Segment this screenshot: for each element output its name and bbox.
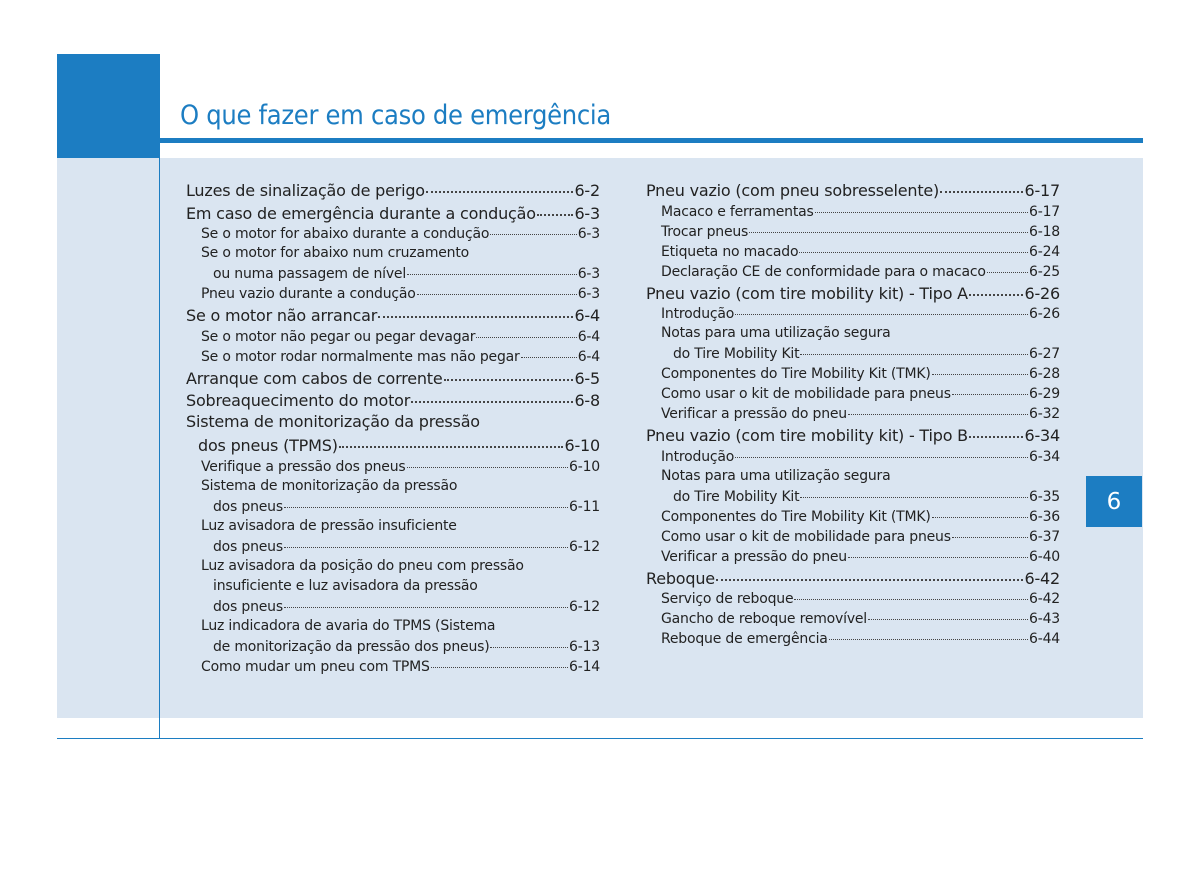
toc-entry-page: 6-40 bbox=[1029, 548, 1060, 565]
toc-leader-dots bbox=[815, 198, 1028, 213]
toc-entry-label: Se o motor rodar normalmente mas não pegar bbox=[201, 348, 520, 365]
toc-leader-dots bbox=[932, 360, 1028, 375]
page-title: O que fazer em caso de emergência bbox=[180, 100, 611, 131]
toc-entry-label: Luz avisadora de pressão insuficiente bbox=[201, 517, 457, 534]
toc-entry-label: Reboque bbox=[646, 568, 715, 588]
chapter-header-block bbox=[57, 54, 160, 158]
toc-leader-dots bbox=[940, 175, 1023, 193]
toc-entry-page: 6-4 bbox=[577, 348, 600, 365]
toc-leader-dots bbox=[735, 300, 1028, 315]
toc-leader-dots bbox=[407, 453, 569, 468]
toc-entry[interactable] bbox=[186, 388, 600, 411]
toc-entry-label: insuficiente e luz avisadora da pressão bbox=[213, 577, 478, 594]
toc-column-right bbox=[646, 178, 1060, 648]
toc-entry-label: Notas para uma utilização segura bbox=[661, 325, 891, 341]
toc-leader-dots bbox=[800, 340, 1028, 355]
toc-entry-label: ou numa passagem de nível bbox=[213, 266, 407, 282]
toc-leader-dots bbox=[848, 543, 1028, 558]
toc-entry-label: Componentes do Tire Mobility Kit (TMK) bbox=[661, 508, 931, 525]
toc-leader-dots bbox=[800, 483, 1028, 498]
toc-entry-page: 6-17 bbox=[1024, 181, 1060, 200]
toc-entry-page: 6-29 bbox=[1029, 386, 1060, 402]
toc-entry-page: 6-24 bbox=[1029, 243, 1060, 260]
toc-entry-label: Luzes de sinalização de perigo bbox=[186, 181, 425, 200]
toc-leader-dots bbox=[426, 175, 574, 193]
toc-leader-dots bbox=[490, 633, 568, 648]
toc-leader-dots bbox=[476, 323, 576, 338]
toc-entry[interactable] bbox=[186, 223, 600, 243]
toc-entry[interactable] bbox=[186, 536, 600, 556]
toc-leader-dots bbox=[969, 278, 1024, 296]
toc-entry-page: 6-42 bbox=[1029, 591, 1060, 607]
toc-entry-label: Como usar o kit de mobilidade para pneus bbox=[661, 386, 951, 402]
toc-entry-page: 6-26 bbox=[1024, 283, 1060, 303]
toc-entry-label: Introdução bbox=[661, 448, 735, 465]
toc-leader-dots bbox=[716, 563, 1024, 581]
toc-entry-label: Sistema de monitorização da pressão bbox=[186, 411, 480, 431]
toc-entry-label: Serviço de reboque bbox=[661, 591, 794, 607]
toc-entry-label: Como mudar um pneu com TPMS bbox=[201, 658, 430, 675]
toc-entry-label: Sistema de monitorização da pressão bbox=[201, 477, 458, 494]
toc-entry-page: 6-12 bbox=[569, 538, 600, 555]
toc-entry-label: dos pneus bbox=[213, 538, 283, 555]
toc-entry-page: 6-44 bbox=[1029, 631, 1060, 647]
toc-leader-dots bbox=[490, 220, 576, 235]
toc-entry-page: 6-3 bbox=[577, 266, 600, 282]
toc-leader-dots bbox=[407, 260, 577, 275]
toc-entry[interactable] bbox=[646, 446, 1060, 466]
toc-leader-dots bbox=[969, 420, 1024, 438]
toc-leader-dots bbox=[952, 523, 1028, 538]
toc-entry-page: 6-34 bbox=[1029, 448, 1060, 465]
toc-leader-dots bbox=[431, 653, 568, 668]
toc-entry-label: Etiqueta no macado bbox=[661, 243, 799, 260]
toc-entry-page: 6-10 bbox=[564, 436, 600, 455]
toc-entry-page: 6-10 bbox=[569, 458, 600, 475]
toc-leader-dots bbox=[848, 400, 1028, 415]
toc-leader-dots bbox=[799, 238, 1028, 253]
chapter-tab[interactable]: 6 bbox=[1086, 476, 1142, 527]
toc-leader-dots bbox=[444, 363, 574, 381]
toc-leader-dots bbox=[378, 300, 573, 318]
toc-leader-dots bbox=[284, 493, 568, 508]
toc-leader-dots bbox=[339, 430, 564, 448]
toc-entry-label: Reboque de emergência bbox=[661, 631, 828, 647]
toc-entry-page: 6-5 bbox=[574, 368, 600, 388]
toc-entry-label: Sobreaquecimento do motor bbox=[186, 391, 411, 410]
toc-entry-page: 6-12 bbox=[569, 598, 600, 615]
toc-entry-page: 6-4 bbox=[574, 306, 600, 325]
toc-entry-label: dos pneus bbox=[213, 598, 283, 615]
toc-entry-page: 6-32 bbox=[1029, 406, 1060, 422]
toc-leader-dots bbox=[749, 218, 1028, 233]
toc-entry-label: do Tire Mobility Kit bbox=[673, 346, 800, 362]
toc-entry-label: Arranque com cabos de corrente bbox=[186, 368, 443, 388]
toc-entry-page: 6-18 bbox=[1029, 223, 1060, 240]
toc-entry-page: 6-34 bbox=[1024, 426, 1060, 445]
toc-entry-page: 6-13 bbox=[569, 638, 600, 655]
toc-entry[interactable] bbox=[186, 596, 600, 616]
footer-rule bbox=[57, 738, 1143, 739]
toc-entry-label: do Tire Mobility Kit bbox=[673, 488, 800, 505]
toc-leader-dots bbox=[284, 533, 568, 548]
toc-entry-label: Se o motor for abaixo num cruzamento bbox=[201, 245, 470, 261]
toc-entry[interactable] bbox=[186, 556, 600, 576]
toc-entry[interactable] bbox=[186, 656, 600, 676]
toc-leader-dots bbox=[794, 585, 1028, 600]
toc-entry-page: 6-3 bbox=[577, 226, 600, 242]
toc-leader-dots bbox=[284, 593, 568, 608]
toc-leader-dots bbox=[868, 605, 1028, 620]
toc-entry-label: Macaco e ferramentas bbox=[661, 203, 814, 220]
title-underline bbox=[160, 138, 1143, 143]
toc-leader-dots bbox=[932, 503, 1028, 518]
toc-entry-label: Luz indicadora de avaria do TPMS (Sistema bbox=[201, 617, 496, 634]
toc-entry-label: Verificar a pressão do pneu bbox=[661, 548, 847, 565]
toc-entry-label: Verificar a pressão do pneu bbox=[661, 406, 847, 422]
toc-entry-page: 6-4 bbox=[577, 328, 600, 345]
toc-entry-page: 6-26 bbox=[1029, 306, 1060, 322]
toc-entry-label: Em caso de emergência durante a condução bbox=[186, 203, 536, 223]
toc-entry-label: Notas para uma utilização segura bbox=[661, 467, 891, 484]
toc-entry-page: 6-27 bbox=[1029, 346, 1060, 362]
toc-entry-page: 6-42 bbox=[1024, 568, 1060, 588]
toc-entry-label: Verifique a pressão dos pneus bbox=[201, 458, 406, 475]
toc-leader-dots bbox=[987, 258, 1028, 273]
toc-column-left bbox=[186, 178, 600, 676]
toc-entry-page: 6-36 bbox=[1029, 508, 1060, 525]
toc-leader-dots bbox=[411, 385, 573, 403]
toc-entry[interactable] bbox=[646, 303, 1060, 323]
toc-entry-page: 6-35 bbox=[1029, 488, 1060, 505]
toc-entry-label: dos pneus bbox=[213, 498, 283, 515]
toc-entry-page: 6-2 bbox=[574, 181, 600, 200]
toc-entry-label: Pneu vazio (com tire mobility kit) - Tipo B bbox=[646, 426, 968, 445]
toc-entry-page: 6-25 bbox=[1029, 263, 1060, 280]
toc-entry-page: 6-3 bbox=[577, 286, 600, 302]
toc-entry-label: Se o motor não pegar ou pegar devagar bbox=[201, 328, 476, 345]
toc-entry-label: Declaração CE de conformidade para o macaco bbox=[661, 263, 986, 280]
toc-entry-page: 6-17 bbox=[1029, 203, 1060, 220]
toc-entry-label: Gancho de reboque removível bbox=[661, 611, 868, 627]
toc-leader-dots bbox=[521, 343, 577, 358]
toc-leader-dots bbox=[537, 198, 574, 216]
toc-entry-page: 6-28 bbox=[1029, 366, 1060, 382]
toc-leader-dots bbox=[952, 380, 1028, 395]
toc-entry[interactable] bbox=[646, 628, 1060, 648]
toc-leader-dots bbox=[829, 625, 1028, 640]
toc-entry-page: 6-8 bbox=[574, 391, 600, 410]
toc-entry-label: Luz avisadora da posição do pneu com pressão bbox=[201, 557, 524, 574]
toc-entry-label: Pneu vazio (com tire mobility kit) - Tipo A bbox=[646, 283, 968, 303]
toc-entry[interactable] bbox=[186, 496, 600, 516]
toc-entry-label: Se o motor não arrancar bbox=[186, 306, 378, 325]
toc-entry-label: Como usar o kit de mobilidade para pneus bbox=[661, 528, 951, 545]
toc-entry[interactable] bbox=[186, 456, 600, 476]
toc-entry-page: 6-37 bbox=[1029, 528, 1060, 545]
toc-leader-dots bbox=[735, 443, 1028, 458]
toc-entry-label: dos pneus (TPMS) bbox=[198, 436, 338, 455]
toc-entry-label: Se o motor for abaixo durante a condução bbox=[201, 226, 490, 242]
toc-entry-label: Pneu vazio (com pneu sobresselente) bbox=[646, 181, 940, 200]
margin-divider bbox=[159, 54, 160, 738]
toc-leader-dots bbox=[417, 280, 577, 295]
toc-entry-label: de monitorização da pressão dos pneus) bbox=[213, 638, 490, 655]
toc-entry-page: 6-14 bbox=[569, 658, 600, 675]
toc-entry-page: 6-3 bbox=[574, 203, 600, 223]
toc-entry-label: Introdução bbox=[661, 306, 735, 322]
toc-entry-label: Pneu vazio durante a condução bbox=[201, 286, 416, 302]
toc-entry-page: 6-43 bbox=[1029, 611, 1060, 627]
toc-entry-label: Trocar pneus bbox=[661, 223, 749, 240]
side-margin-panel bbox=[57, 158, 159, 718]
toc-entry-page: 6-11 bbox=[569, 498, 600, 515]
toc-entry-label: Componentes do Tire Mobility Kit (TMK) bbox=[661, 366, 931, 382]
